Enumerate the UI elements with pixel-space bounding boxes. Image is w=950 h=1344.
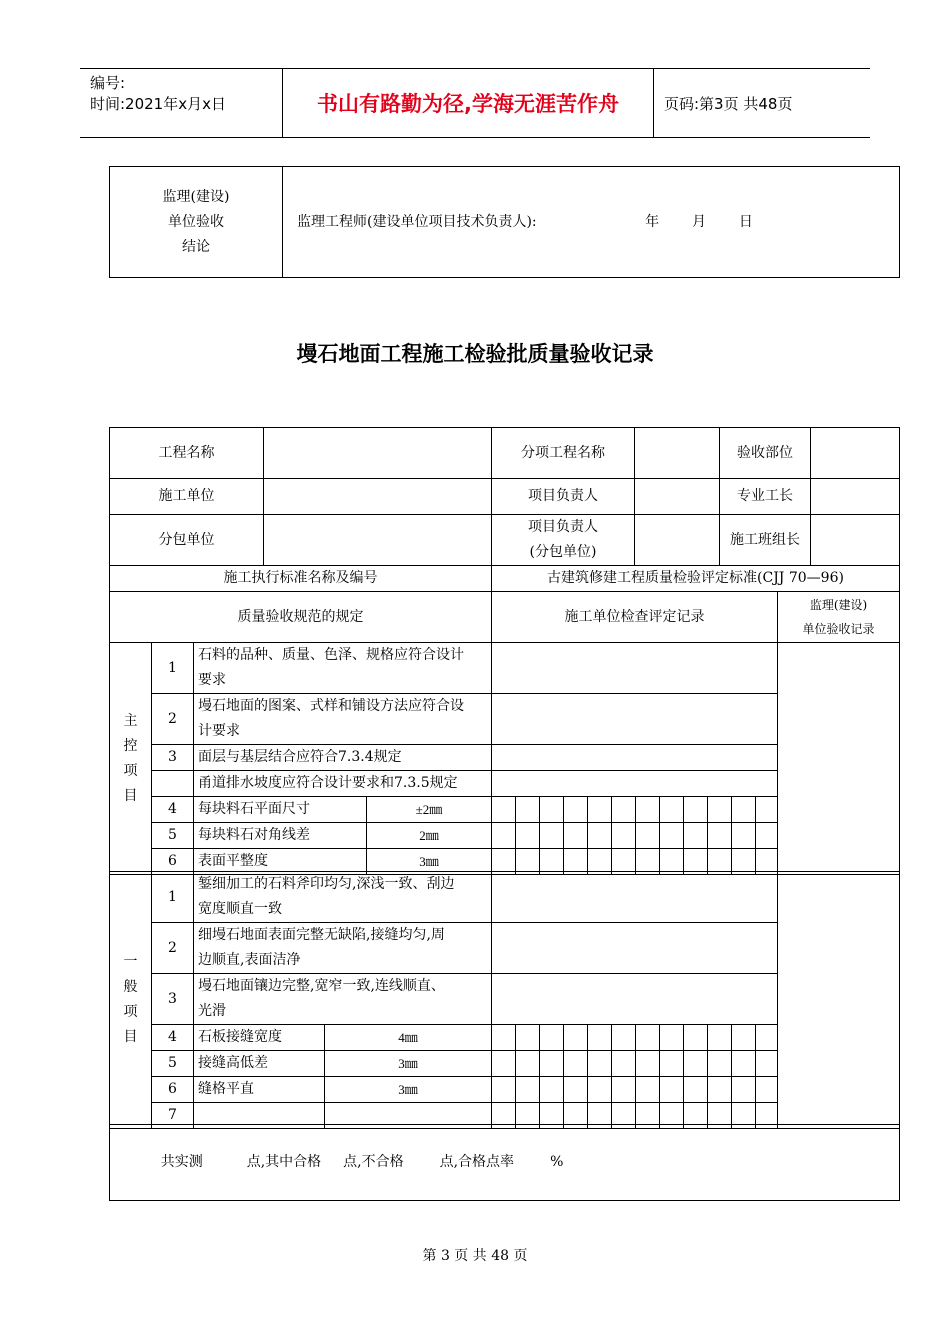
measure-cell[interactable] — [516, 1077, 540, 1103]
subcontractor-value[interactable] — [264, 515, 492, 566]
measure-cell[interactable] — [564, 1025, 588, 1051]
item-text: 墁石地面镶边完整,宽窄一致,连线顺直、 光滑 — [194, 974, 492, 1025]
general-label: 一 般 项 目 — [110, 872, 152, 1129]
summary-measured: 共实测 — [160, 1154, 203, 1170]
item-text: 每块料石对角线差 — [194, 823, 367, 849]
page-title: 墁石地面工程施工检验批质量验收记录 — [296, 342, 654, 366]
measure-cell[interactable] — [516, 797, 540, 823]
info-table — [109, 427, 900, 592]
measure-cell[interactable] — [660, 1025, 684, 1051]
header-left — [80, 69, 282, 137]
item-tolerance: 3㎜ — [325, 1051, 492, 1077]
measure-cell[interactable] — [636, 823, 660, 849]
item-text: 面层与基层结合应符合7.3.4规定 — [194, 745, 492, 771]
item-no: 1 — [152, 643, 194, 694]
measure-cell[interactable] — [492, 823, 516, 849]
conclusion-label: 监理(建设) 单位验收 结论 — [110, 167, 283, 278]
measure-cell[interactable] — [588, 823, 612, 849]
contractor-value[interactable] — [264, 479, 492, 515]
project-name-value[interactable] — [264, 428, 492, 479]
measure-cell[interactable] — [492, 797, 516, 823]
time-label: 时间:2021年x月x日 — [90, 95, 226, 113]
inspection-header — [109, 591, 900, 643]
measure-cell[interactable] — [564, 1051, 588, 1077]
item-tolerance: 2㎜ — [367, 823, 492, 849]
measure-cell[interactable] — [756, 1077, 778, 1103]
measure-cell[interactable] — [564, 1077, 588, 1103]
measure-cell[interactable] — [612, 1025, 636, 1051]
date-label: 年 月 日 — [645, 213, 753, 230]
item-no: 7 — [152, 1103, 194, 1129]
measure-cell[interactable] — [756, 1051, 778, 1077]
header-page-info: 页码:第3页 共48页 — [664, 94, 793, 113]
measure-cell[interactable] — [732, 797, 756, 823]
item-tolerance: 4㎜ — [325, 1025, 492, 1051]
item-text: 墁石地面的图案、式样和铺设方法应符合设 计要求 — [194, 694, 492, 745]
team-leader-value[interactable] — [811, 515, 900, 566]
measure-cell[interactable] — [684, 1051, 708, 1077]
item-no: 5 — [152, 823, 194, 849]
measure-cell[interactable] — [612, 823, 636, 849]
measure-cell[interactable] — [612, 1077, 636, 1103]
item-no: 3 — [152, 974, 194, 1025]
measure-cell[interactable] — [540, 823, 564, 849]
measure-cell[interactable] — [540, 1025, 564, 1051]
item-text: 石板接缝宽度 — [194, 1025, 325, 1051]
measure-cell[interactable] — [540, 797, 564, 823]
acceptance-part-label: 验收部位 — [720, 428, 811, 479]
conclusion-content — [283, 167, 900, 278]
item-text: 接缝高低差 — [194, 1051, 325, 1077]
measure-cell[interactable] — [612, 797, 636, 823]
measure-cell[interactable] — [732, 1051, 756, 1077]
measure-cell[interactable] — [756, 1025, 778, 1051]
item-text: 錾细加工的石料斧印均匀,深浅一致、刮边 宽度顺直一致 — [194, 872, 492, 923]
foreman-value[interactable] — [811, 479, 900, 515]
summary-percent: % — [550, 1154, 564, 1170]
measure-cell[interactable] — [588, 797, 612, 823]
measure-cell[interactable] — [684, 1025, 708, 1051]
measure-cell[interactable] — [492, 1025, 516, 1051]
measure-cell[interactable] — [492, 1077, 516, 1103]
supervisor-signature-label: 监理工程师(建设单位项目技术负责人): — [297, 213, 537, 230]
item-record[interactable] — [492, 923, 778, 974]
item-tolerance: ±2㎜ — [367, 797, 492, 823]
item-no: 6 — [152, 849, 194, 875]
measure-cell[interactable] — [708, 1077, 732, 1103]
item-text: 表面平整度 — [194, 849, 367, 875]
item-no: 4 — [152, 1025, 194, 1051]
item-record[interactable] — [492, 872, 778, 923]
item-text: 每块料石平面尺寸 — [194, 797, 367, 823]
measure-cell[interactable] — [732, 1025, 756, 1051]
project-manager-label: 项目负责人 — [492, 479, 635, 515]
item-text: 石料的品种、质量、色泽、规格应符合设计 要求 — [194, 643, 492, 694]
item-no: 2 — [152, 923, 194, 974]
measure-cell[interactable] — [516, 1051, 540, 1077]
measure-cell[interactable] — [540, 1051, 564, 1077]
measure-cell[interactable] — [708, 1025, 732, 1051]
measure-cell[interactable] — [636, 1025, 660, 1051]
code-label: 编号: — [90, 74, 126, 92]
sub-project-label: 分项工程名称 — [492, 428, 635, 479]
item-no: 2 — [152, 694, 194, 745]
item-record[interactable] — [492, 643, 778, 694]
item-record[interactable] — [492, 694, 778, 745]
measure-cell[interactable] — [756, 797, 778, 823]
item-record[interactable] — [492, 771, 778, 797]
item-tolerance: 3㎜ — [325, 1077, 492, 1103]
main-control-supervision[interactable] — [778, 643, 900, 875]
measure-cell[interactable] — [756, 823, 778, 849]
measure-cell[interactable] — [684, 797, 708, 823]
subcontractor-label: 分包单位 — [110, 515, 264, 566]
item-tolerance: 3㎜ — [367, 849, 492, 875]
header-slogan: 书山有路勤为径,学海无涯苦作舟 — [282, 69, 654, 137]
measure-cell[interactable] — [732, 1077, 756, 1103]
page-header — [80, 68, 870, 138]
measure-cell[interactable] — [660, 1051, 684, 1077]
general-supervision[interactable] — [778, 872, 900, 1129]
measure-cell[interactable] — [588, 1077, 612, 1103]
general-table — [109, 871, 900, 1129]
main-control-table — [109, 642, 900, 875]
spec-label: 质量验收规范的规定 — [110, 592, 492, 643]
summary-row — [110, 1125, 900, 1201]
measure-cell[interactable] — [732, 823, 756, 849]
inspection-label: 施工单位检查评定记录 — [492, 592, 778, 643]
measure-cell[interactable] — [660, 1077, 684, 1103]
measure-cell[interactable] — [516, 1025, 540, 1051]
measure-cell[interactable] — [708, 1051, 732, 1077]
sub-manager-label: 项目负责人 (分包单位) — [492, 515, 635, 566]
measure-cell[interactable] — [612, 1051, 636, 1077]
measure-cell[interactable] — [564, 823, 588, 849]
item-no: 4 — [152, 797, 194, 823]
foreman-label: 专业工长 — [720, 479, 811, 515]
measure-cell[interactable] — [684, 823, 708, 849]
measure-cell[interactable] — [588, 1025, 612, 1051]
measure-cell[interactable] — [708, 823, 732, 849]
item-text: 细墁石地面表面完整无缺陷,接缝均匀,周 边顺直,表面洁净 — [194, 923, 492, 974]
item-no — [152, 771, 194, 797]
measure-cell[interactable] — [708, 797, 732, 823]
project-manager-value[interactable] — [635, 479, 720, 515]
measure-cell[interactable] — [636, 797, 660, 823]
summary-table — [109, 1124, 900, 1201]
measure-cell[interactable] — [660, 797, 684, 823]
sub-project-value[interactable] — [635, 428, 720, 479]
supervision-label: 监理(建设) 单位验收记录 — [778, 592, 900, 643]
item-no: 5 — [152, 1051, 194, 1077]
acceptance-part-value[interactable] — [811, 428, 900, 479]
page-footer: 第 3 页 共 48 页 — [422, 1248, 528, 1264]
item-no: 6 — [152, 1077, 194, 1103]
item-text: 缝格平直 — [194, 1077, 325, 1103]
measure-cell[interactable] — [636, 1051, 660, 1077]
summary-rate: 点,合格点率 — [439, 1154, 515, 1170]
main-control-label: 主 控 项 目 — [110, 643, 152, 875]
summary-unqualified: 点,不合格 — [343, 1154, 404, 1170]
item-no: 1 — [152, 872, 194, 923]
item-record[interactable] — [492, 974, 778, 1025]
item-text: 甬道排水坡度应符合设计要求和7.3.5规定 — [194, 771, 492, 797]
conclusion-table — [109, 166, 900, 278]
measure-cell[interactable] — [516, 823, 540, 849]
measure-cell[interactable] — [564, 797, 588, 823]
measure-cell[interactable] — [684, 1077, 708, 1103]
measure-cell[interactable] — [540, 1077, 564, 1103]
measure-cell[interactable] — [492, 1051, 516, 1077]
standard-label: 施工执行标准名称及编号 — [110, 566, 492, 592]
team-leader-label: 施工班组长 — [720, 515, 811, 566]
project-name-label: 工程名称 — [110, 428, 264, 479]
measure-cell[interactable] — [636, 1077, 660, 1103]
standard-value: 古建筑修建工程质量检验评定标准(CJJ 70—96) — [492, 566, 900, 592]
sub-manager-value[interactable] — [635, 515, 720, 566]
summary-qualified: 点,其中合格 — [246, 1154, 322, 1170]
measure-cell[interactable] — [588, 1051, 612, 1077]
item-no: 3 — [152, 745, 194, 771]
measure-cell[interactable] — [660, 823, 684, 849]
item-record[interactable] — [492, 745, 778, 771]
contractor-label: 施工单位 — [110, 479, 264, 515]
